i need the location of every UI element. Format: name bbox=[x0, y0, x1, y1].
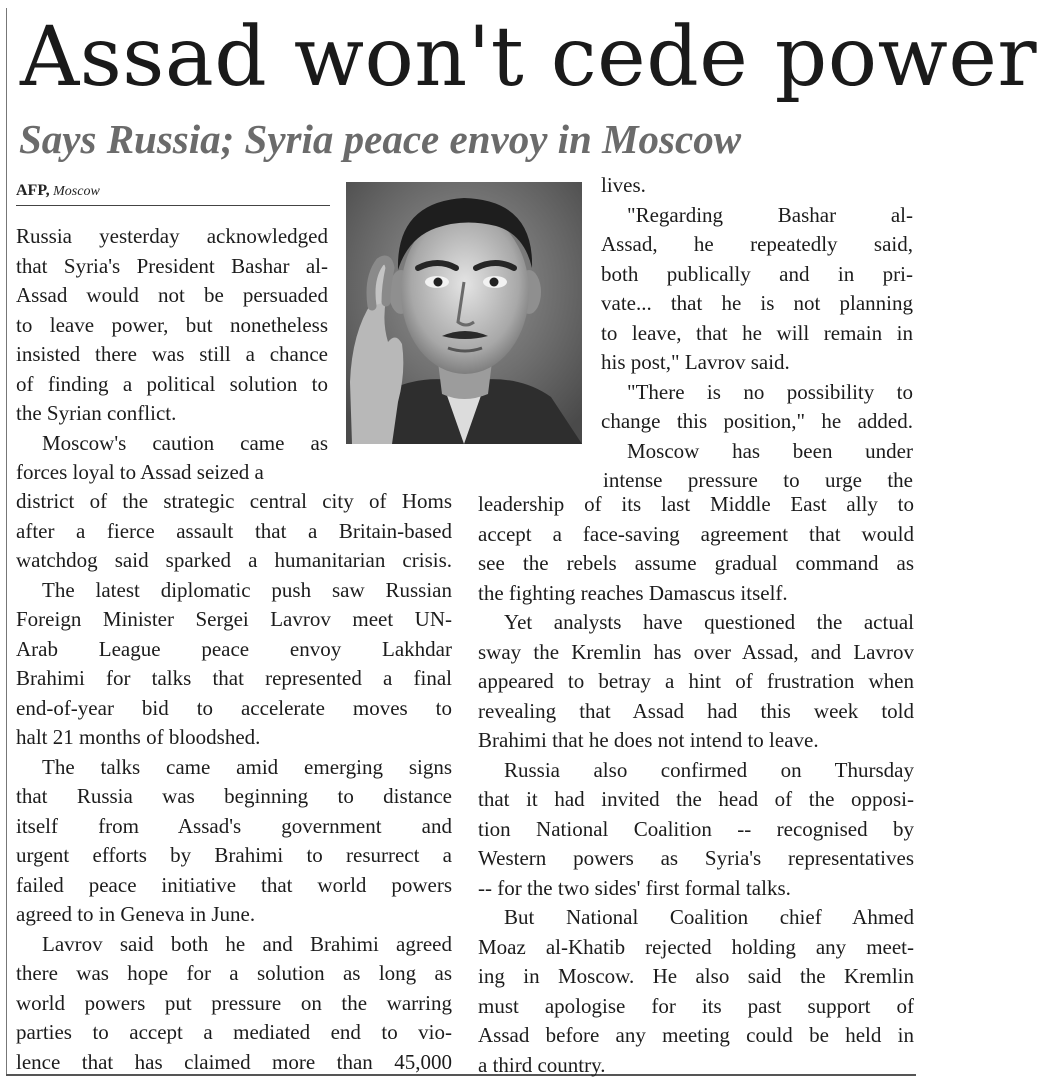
text-line: accept a face-saving agreement that would bbox=[478, 521, 914, 546]
text-line: revealing that Assad had this week told bbox=[478, 698, 914, 723]
left-column-main bbox=[16, 487, 452, 1077]
text-line: parties to accept a mediated end to vio- bbox=[16, 1020, 452, 1044]
text-line: Moscow has been under bbox=[627, 438, 913, 463]
byline bbox=[16, 181, 326, 202]
text-line: The talks came amid emerging signs bbox=[42, 754, 452, 779]
text-line: "Regarding Bashar al- bbox=[627, 202, 913, 227]
text-line: Brahimi that he does not intend to leave. bbox=[478, 728, 819, 752]
text-line: appeared to betray a hint of frustration when bbox=[478, 669, 914, 693]
subheadline: Says Russia; Syria peace envoy in Moscow bbox=[19, 116, 742, 162]
text-line: The latest diplomatic push saw Russian bbox=[42, 577, 452, 602]
text-line: Assad before any meeting could be held in bbox=[478, 1023, 914, 1047]
portrait-illustration bbox=[346, 182, 582, 444]
portrait-photo bbox=[346, 182, 582, 444]
text-line: that Syria's President Bashar al- bbox=[16, 253, 328, 278]
text-line: Assad would not be persuaded bbox=[16, 283, 328, 307]
text-line: Assad, he repeatedly said, bbox=[601, 232, 913, 256]
text-line: watchdog said sparked a humanitarian crisis. bbox=[16, 548, 452, 572]
text-line: Brahimi for talks that represented a final bbox=[16, 666, 452, 690]
text-line: Lavrov said both he and Brahimi agreed bbox=[42, 931, 452, 956]
byline-agency: AFP, bbox=[16, 182, 50, 199]
text-line: a third country. bbox=[478, 1052, 606, 1077]
text-line: lence that has claimed more than 45,000 bbox=[16, 1049, 452, 1074]
text-line: that it had invited the head of the opposi- bbox=[478, 787, 914, 811]
text-line: end-of-year bid to accelerate moves to bbox=[16, 695, 452, 720]
left-column-rule bbox=[6, 8, 7, 1074]
text-line: intense pressure to urge the bbox=[603, 468, 913, 492]
left-column-top bbox=[16, 222, 328, 488]
text-line: ing in Moscow. He also said the Kremlin bbox=[478, 964, 914, 988]
text-line: tion National Coalition -- recognised by bbox=[478, 816, 914, 841]
text-line: of finding a political solution to bbox=[16, 371, 328, 396]
text-line: world powers put pressure on the warring bbox=[16, 990, 452, 1015]
text-line: halt 21 months of bloodshed. bbox=[16, 725, 261, 749]
headline: Assad won't cede power bbox=[20, 10, 1037, 105]
text-line: failed peace initiative that world powers bbox=[16, 872, 452, 897]
text-line: the fighting reaches Damascus itself. bbox=[478, 580, 788, 605]
text-line: both publically and in pri- bbox=[601, 261, 913, 286]
text-line: there was hope for a solution as long as bbox=[16, 961, 452, 985]
text-line: forces loyal to Assad seized a bbox=[16, 460, 264, 484]
text-line: that Russia was beginning to distance bbox=[16, 784, 452, 808]
text-line: Western powers as Syria's representatives bbox=[478, 846, 914, 870]
right-column-main bbox=[478, 490, 914, 1080]
text-line: Moaz al-Khatib rejected holding any meet- bbox=[478, 934, 914, 959]
text-line: to leave power, but nonetheless bbox=[16, 312, 328, 337]
text-line: vate... that he is not planning bbox=[601, 291, 913, 315]
text-line: must apologise for its past support of bbox=[478, 993, 914, 1018]
text-line: district of the strategic central city of Homs bbox=[16, 489, 452, 513]
text-line: Russia also confirmed on Thursday bbox=[504, 757, 914, 782]
text-line: change this position," he added. bbox=[601, 409, 913, 433]
byline-location: Moscow bbox=[53, 184, 100, 199]
text-line: urgent efforts by Brahimi to resurrect a bbox=[16, 843, 452, 867]
text-line: Foreign Minister Sergei Lavrov meet UN- bbox=[16, 607, 452, 631]
text-line: "There is no possibility to bbox=[627, 379, 913, 404]
byline-rule bbox=[16, 205, 330, 206]
text-line: to leave, that he will remain in bbox=[601, 320, 913, 345]
text-line: -- for the two sides' first formal talks. bbox=[478, 875, 791, 900]
right-column-top bbox=[601, 171, 913, 466]
text-line: lives. bbox=[601, 173, 646, 197]
text-line: after a fierce assault that a Britain-based bbox=[16, 518, 452, 543]
text-line: see the rebels assume gradual command as bbox=[478, 551, 914, 575]
text-line: Yet analysts have questioned the actual bbox=[504, 610, 914, 634]
text-line: insisted there was still a chance bbox=[16, 342, 328, 366]
text-line: agreed to in Geneva in June. bbox=[16, 902, 256, 926]
text-line: Russia yesterday acknowledged bbox=[16, 224, 328, 248]
text-line: leadership of its last Middle East ally to bbox=[478, 492, 914, 516]
text-line: itself from Assad's government and bbox=[16, 813, 452, 838]
text-line: his post," Lavrov said. bbox=[601, 350, 790, 374]
text-line: Moscow's caution came as bbox=[42, 430, 328, 455]
text-line: But National Coalition chief Ahmed bbox=[504, 905, 914, 929]
text-line: sway the Kremlin has over Assad, and Lavrov bbox=[478, 639, 914, 664]
text-line: the Syrian conflict. bbox=[16, 401, 177, 425]
text-line: Arab League peace envoy Lakhdar bbox=[16, 636, 452, 661]
